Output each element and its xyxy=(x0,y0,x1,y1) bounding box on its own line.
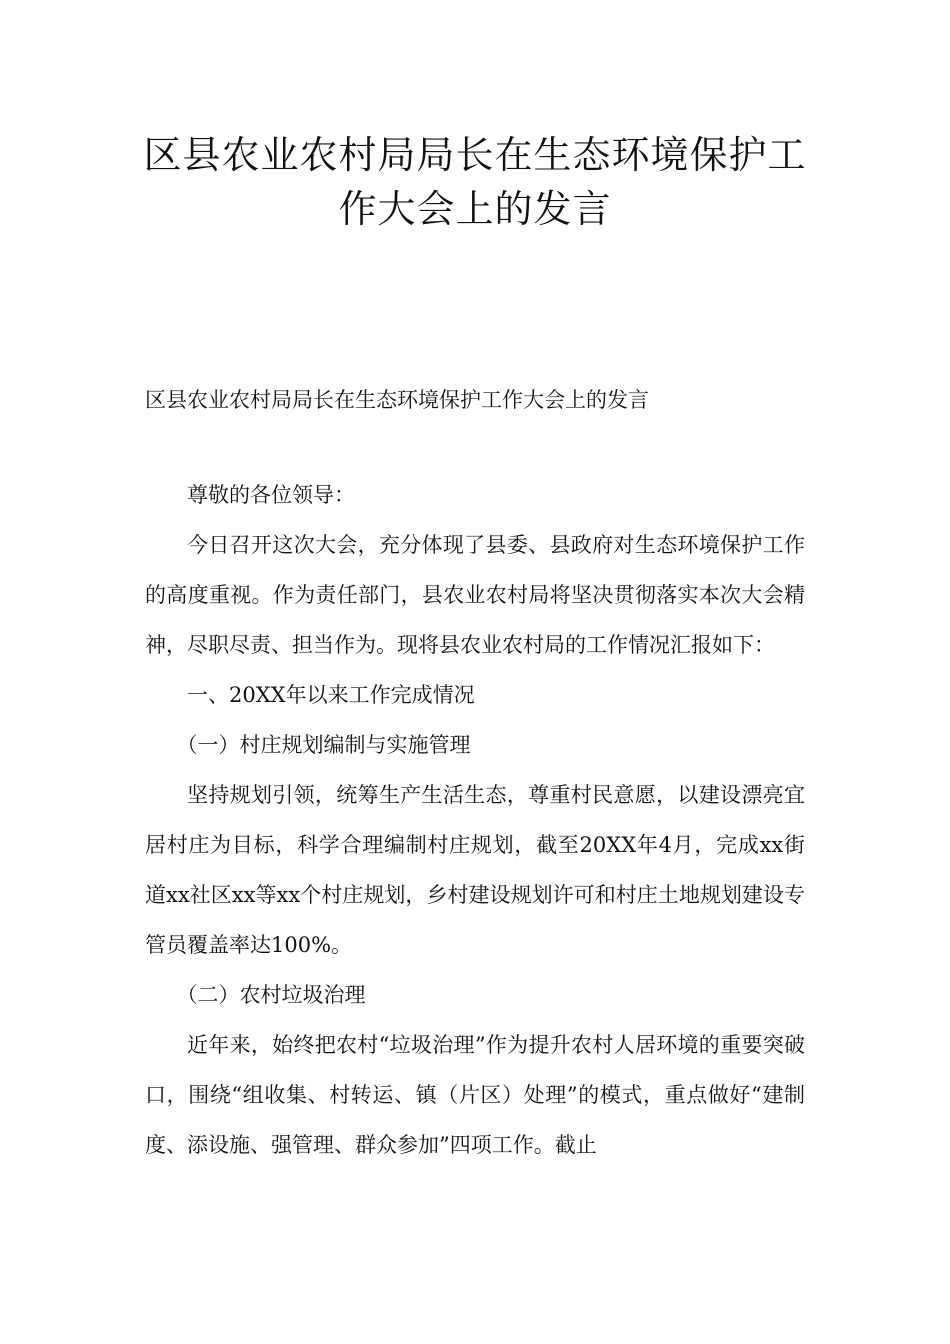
body-paragraph: 近年来，始终把农村“垃圾治理”作为提升农村人居环境的重要突破口，围绕“组收集、村转运、镇（片区）处理”的模式，重点做好“建制度、添设施、强管理、群众参加”四项工作。截止 xyxy=(145,1033,805,1157)
intro-paragraph: 今日召开这次大会，充分体现了县委、县政府对生态环境保护工作的高度重视。作为责任部门，县农业农村局将坚决贯彻落实本次大会精神，尽职尽责、担当作为。现将县农业农村局的工作情况汇报如下： xyxy=(145,533,805,657)
document-body xyxy=(145,470,805,1170)
document-title-line-1: 区县农业农村局局长在生态环境保护工 xyxy=(143,133,807,177)
subsection-heading-1: （一）村庄规划编制与实施管理 xyxy=(176,733,471,757)
document-subtitle: 区县农业农村局局长在生态环境保护工作大会上的发言 xyxy=(145,388,649,412)
document-title-line-2: 作大会上的发言 xyxy=(338,187,612,231)
salutation-paragraph: 尊敬的各位领导： xyxy=(187,483,355,507)
document-title xyxy=(100,128,850,236)
body-paragraph: 坚持规划引领，统筹生产生活生态，尊重村民意愿，以建设漂亮宜居村庄为目标，科学合理编制村庄规划，截至20XX年4月，完成xx街道xx社区xx等xx个村庄规划，乡村建设规划许可和村庄土地规划建设专管员覆盖率达100%。 xyxy=(145,783,805,957)
subsection-heading-2: （二）农村垃圾治理 xyxy=(176,983,366,1007)
section-heading-1: 一、20XX年以来工作完成情况 xyxy=(187,683,475,707)
